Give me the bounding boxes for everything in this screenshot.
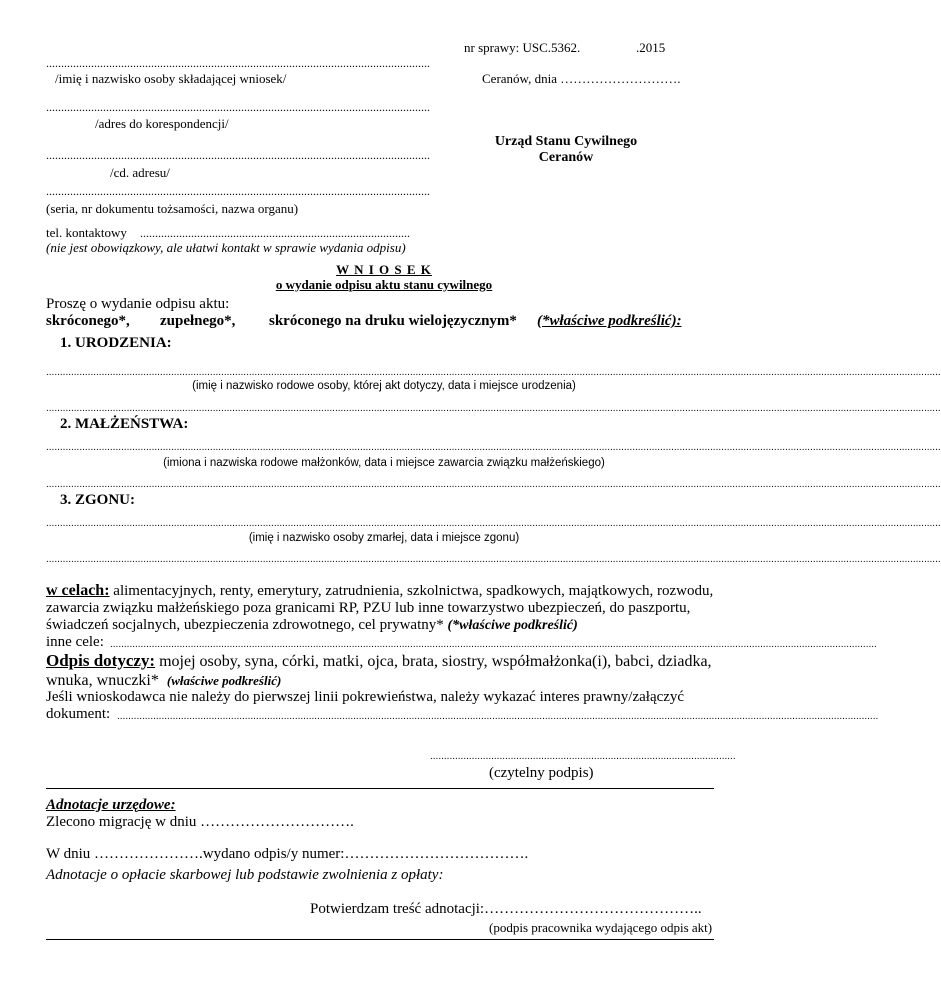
- place-date: Ceranów, dnia ……………………….: [482, 71, 681, 86]
- fee-note[interactable]: Adnotacje o opłacie skarbowej lub podstawie zwolnienia z opłaty:: [46, 867, 444, 883]
- document-label: dokument:: [46, 706, 111, 722]
- marriage-caption: (imiona i nazwiska rodowe małżonków, data i miejsce zawarcia związku małżeńskiego): [163, 457, 605, 469]
- purpose-text[interactable]: alimentacyjnych, renty, emerytury, zatrudnienia, szkolnictwa, spadkowych, majątkowych, rozwodu, zawarcia związku małżeńskiego poza granicami RP, PZU lub inne towarzystwo ubezpieczeń, do paszportu, świadczeń socjalnych, ubezpieczenia zdrowotnego, cel prywatny*: [46, 583, 714, 633]
- underline-note: (*właściwe podkreślić):: [537, 313, 682, 329]
- applicant-name-line[interactable]: ................................................................................................................................: [46, 56, 430, 70]
- other-purpose-label: inne cele:: [46, 634, 104, 650]
- birth-details-line-2[interactable]: ..................................................................................................................................................................................................................................................................................................................................: [46, 403, 941, 414]
- death-details-line[interactable]: ..................................................................................................................................................................................................................................................................................................................................: [46, 518, 941, 529]
- document-line[interactable]: ..................................................................................................................................................................................................................................................................................: [117, 711, 879, 722]
- divider-bottom: [46, 939, 714, 940]
- form-title: W N I O S E K: [336, 262, 432, 277]
- purpose-label: w celach:: [46, 582, 110, 599]
- concerns-paragraph: [46, 651, 722, 690]
- confirm-caption: (podpis pracownika wydającego odpis akt): [489, 920, 713, 935]
- birth-details-line[interactable]: ..................................................................................................................................................................................................................................................................................................................................: [46, 367, 941, 378]
- address-label: /adres do korespondencji/: [95, 116, 229, 131]
- divider-top: [46, 788, 714, 789]
- concerns-text[interactable]: mojej osoby, syna, córki, matki, ojca, brata, siostry, współmałżonka(i), babci, dziadka, wnuka, wnuczki*: [46, 653, 712, 689]
- option-full[interactable]: zupełnego*,: [160, 313, 236, 329]
- form-subtitle: o wydanie odpisu aktu stanu cywilnego: [275, 277, 493, 292]
- option-short[interactable]: skróconego*,: [46, 313, 130, 329]
- option-multilingual[interactable]: skróconego na druku wielojęzycznym*: [269, 313, 517, 329]
- office-name: Urząd Stanu Cywilnego: [494, 134, 638, 149]
- id-document-label: (seria, nr dokumentu tożsamości, nazwa organu): [46, 201, 299, 216]
- address-cont-line[interactable]: ................................................................................................................................: [46, 148, 430, 162]
- purpose-paragraph: [46, 582, 722, 634]
- confirm-line[interactable]: Potwierdzam treść adnotacji:……………………………………..: [310, 901, 702, 917]
- address-cont-label: /cd. adresu/: [110, 165, 170, 180]
- phone-label: tel. kontaktowy: [46, 225, 127, 240]
- case-number: nr sprawy: USC.5362.: [464, 40, 581, 55]
- purpose-note: (*właściwe podkreślić): [447, 618, 578, 633]
- other-purpose-line[interactable]: ....................................................................................................................................................................................................................................................................................: [110, 639, 877, 650]
- death-caption: (imię i nazwisko osoby zmarłej, data i miejsce zgonu): [248, 532, 520, 544]
- concerns-label: Odpis dotyczy:: [46, 651, 156, 670]
- legal-interest-text: Jeśli wnioskodawca nie należy do pierwszej linii pokrewieństwa, należy wykazać interes prawny/załączyć: [46, 689, 685, 705]
- phone-line[interactable]: ..........................................................................................: [140, 226, 410, 240]
- official-heading: Adnotacje urzędowe:: [46, 797, 176, 813]
- marriage-details-line[interactable]: ..................................................................................................................................................................................................................................................................................................................................: [46, 442, 941, 453]
- request-intro: Proszę o wydanie odpisu aktu:: [46, 296, 230, 312]
- signature-label: (czytelny podpis): [489, 765, 594, 781]
- section-birth-heading: 1. URODZENIA:: [60, 335, 172, 351]
- applicant-name-label: /imię i nazwisko osoby składającej wniosek/: [55, 71, 287, 86]
- section-death-heading: 3. ZGONU:: [60, 492, 135, 508]
- migration-line[interactable]: Zlecono migrację w dniu ………………………….: [46, 814, 354, 830]
- concerns-note: (właściwe podkreślić): [166, 673, 282, 688]
- phone-note: (nie jest obowiązkowy, ale ułatwi kontakt w sprawie wydania odpisu): [46, 240, 406, 255]
- birth-caption: (imię i nazwisko rodowe osoby, której akt dotyczy, data i miejsce urodzenia): [192, 380, 576, 392]
- issued-line[interactable]: W dniu ………………….wydano odpis/y numer:……………………………….: [46, 846, 529, 862]
- signature-line[interactable]: ..............................................................................................................: [430, 751, 736, 762]
- case-year: .2015: [636, 40, 666, 55]
- address-line[interactable]: ................................................................................................................................: [46, 100, 430, 114]
- section-marriage-heading: 2. MAŁŻEŃSTWA:: [60, 416, 189, 432]
- id-document-line[interactable]: ................................................................................................................................: [46, 184, 430, 198]
- office-city: Ceranów: [538, 150, 594, 165]
- marriage-details-line-2[interactable]: ..................................................................................................................................................................................................................................................................................................................................: [46, 479, 941, 490]
- death-details-line-2[interactable]: ..................................................................................................................................................................................................................................................................................................................................: [46, 554, 941, 565]
